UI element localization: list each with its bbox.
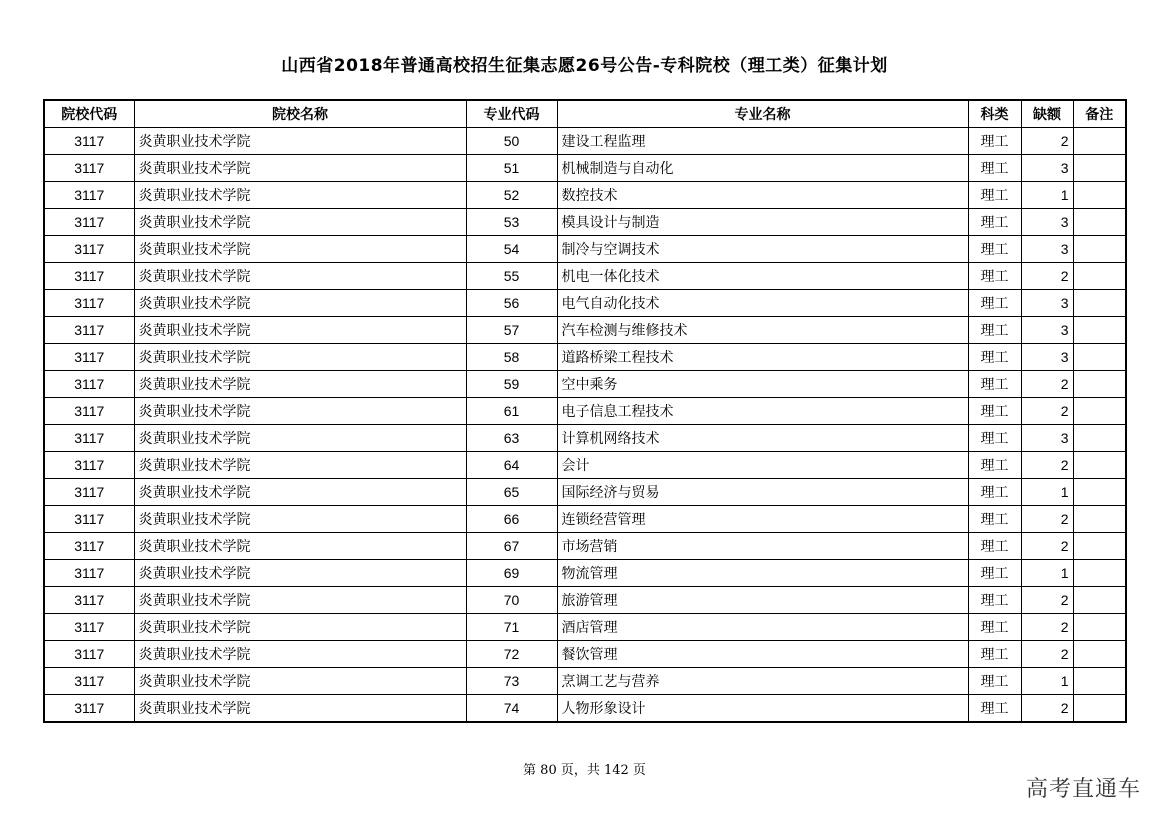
cell-category: 理工 — [968, 452, 1021, 479]
cell-note — [1073, 209, 1126, 236]
cell-note — [1073, 182, 1126, 209]
table-row — [44, 290, 1126, 317]
cell-quota: 2 — [1021, 587, 1073, 614]
cell-school-name: 炎黄职业技术学院 — [134, 452, 466, 479]
table-row — [44, 452, 1126, 479]
cell-category: 理工 — [968, 371, 1021, 398]
cell-school-name: 炎黄职业技术学院 — [134, 425, 466, 452]
cell-quota: 3 — [1021, 290, 1073, 317]
cell-category: 理工 — [968, 344, 1021, 371]
cell-major-name: 计算机网络技术 — [557, 425, 968, 452]
cell-school-name: 炎黄职业技术学院 — [134, 614, 466, 641]
table-row — [44, 263, 1126, 290]
cell-school-name: 炎黄职业技术学院 — [134, 155, 466, 182]
table-row — [44, 371, 1126, 398]
cell-school-code: 3117 — [44, 533, 134, 560]
table-row — [44, 398, 1126, 425]
cell-major-name: 建设工程监理 — [557, 128, 968, 155]
cell-quota: 1 — [1021, 479, 1073, 506]
cell-major-name: 物流管理 — [557, 560, 968, 587]
cell-major-name: 电气自动化技术 — [557, 290, 968, 317]
cell-note — [1073, 668, 1126, 695]
cell-quota: 2 — [1021, 533, 1073, 560]
cell-category: 理工 — [968, 209, 1021, 236]
cell-major-code: 70 — [466, 587, 557, 614]
cell-school-name: 炎黄职业技术学院 — [134, 128, 466, 155]
cell-quota: 2 — [1021, 506, 1073, 533]
table-row — [44, 641, 1126, 668]
cell-major-name: 旅游管理 — [557, 587, 968, 614]
table-row — [44, 317, 1126, 344]
cell-category: 理工 — [968, 587, 1021, 614]
cell-category: 理工 — [968, 398, 1021, 425]
cell-note — [1073, 344, 1126, 371]
table-row — [44, 344, 1126, 371]
cell-note — [1073, 479, 1126, 506]
cell-school-name: 炎黄职业技术学院 — [134, 182, 466, 209]
cell-major-name: 餐饮管理 — [557, 641, 968, 668]
cell-quota: 2 — [1021, 695, 1073, 723]
cell-major-code: 64 — [466, 452, 557, 479]
header-note: 备注 — [1073, 100, 1126, 128]
cell-major-code: 73 — [466, 668, 557, 695]
cell-note — [1073, 506, 1126, 533]
table-row — [44, 236, 1126, 263]
cell-school-code: 3117 — [44, 182, 134, 209]
table-row — [44, 479, 1126, 506]
cell-school-code: 3117 — [44, 209, 134, 236]
cell-major-code: 54 — [466, 236, 557, 263]
cell-school-name: 炎黄职业技术学院 — [134, 371, 466, 398]
table-row — [44, 668, 1126, 695]
cell-major-code: 72 — [466, 641, 557, 668]
cell-category: 理工 — [968, 533, 1021, 560]
cell-category: 理工 — [968, 155, 1021, 182]
cell-note — [1073, 128, 1126, 155]
cell-quota: 2 — [1021, 614, 1073, 641]
cell-school-code: 3117 — [44, 452, 134, 479]
cell-major-name: 人物形象设计 — [557, 695, 968, 723]
table-row — [44, 533, 1126, 560]
cell-major-name: 会计 — [557, 452, 968, 479]
cell-school-name: 炎黄职业技术学院 — [134, 344, 466, 371]
cell-school-name: 炎黄职业技术学院 — [134, 506, 466, 533]
watermark-text: 高考直通车 — [1025, 777, 1141, 802]
cell-school-name: 炎黄职业技术学院 — [134, 587, 466, 614]
cell-major-name: 烹调工艺与营养 — [557, 668, 968, 695]
cell-major-name: 市场营销 — [557, 533, 968, 560]
table-row — [44, 155, 1126, 182]
cell-school-code: 3117 — [44, 236, 134, 263]
cell-note — [1073, 695, 1126, 723]
cell-school-code: 3117 — [44, 290, 134, 317]
cell-school-code: 3117 — [44, 425, 134, 452]
cell-major-name: 酒店管理 — [557, 614, 968, 641]
table-row — [44, 182, 1126, 209]
cell-category: 理工 — [968, 641, 1021, 668]
cell-school-code: 3117 — [44, 344, 134, 371]
cell-quota: 2 — [1021, 128, 1073, 155]
cell-school-code: 3117 — [44, 263, 134, 290]
cell-quota: 2 — [1021, 452, 1073, 479]
cell-major-code: 56 — [466, 290, 557, 317]
cell-school-name: 炎黄职业技术学院 — [134, 479, 466, 506]
cell-note — [1073, 371, 1126, 398]
cell-major-code: 66 — [466, 506, 557, 533]
cell-school-name: 炎黄职业技术学院 — [134, 695, 466, 723]
document-title: 山西省2018年普通高校招生征集志愿26号公告-专科院校（理工类）征集计划 — [281, 56, 888, 76]
table-header-row — [44, 100, 1126, 128]
cell-major-code: 55 — [466, 263, 557, 290]
cell-category: 理工 — [968, 290, 1021, 317]
table-row — [44, 425, 1126, 452]
cell-major-name: 连锁经营管理 — [557, 506, 968, 533]
cell-note — [1073, 425, 1126, 452]
cell-quota: 1 — [1021, 560, 1073, 587]
header-category: 科类 — [968, 100, 1021, 128]
cell-major-name: 道路桥梁工程技术 — [557, 344, 968, 371]
cell-note — [1073, 560, 1126, 587]
cell-school-name: 炎黄职业技术学院 — [134, 263, 466, 290]
cell-school-code: 3117 — [44, 641, 134, 668]
cell-note — [1073, 614, 1126, 641]
cell-major-code: 65 — [466, 479, 557, 506]
cell-quota: 1 — [1021, 182, 1073, 209]
header-school-name: 院校名称 — [134, 100, 466, 128]
cell-major-code: 58 — [466, 344, 557, 371]
cell-school-code: 3117 — [44, 479, 134, 506]
cell-category: 理工 — [968, 614, 1021, 641]
enrollment-plan-table — [43, 99, 1127, 723]
table-row — [44, 587, 1126, 614]
cell-quota: 2 — [1021, 398, 1073, 425]
cell-major-name: 数控技术 — [557, 182, 968, 209]
table-row — [44, 209, 1126, 236]
cell-category: 理工 — [968, 128, 1021, 155]
cell-school-name: 炎黄职业技术学院 — [134, 560, 466, 587]
cell-school-name: 炎黄职业技术学院 — [134, 209, 466, 236]
page-number: 第 80 页，共 142 页 — [523, 763, 646, 778]
cell-school-code: 3117 — [44, 560, 134, 587]
cell-school-name: 炎黄职业技术学院 — [134, 317, 466, 344]
cell-note — [1073, 641, 1126, 668]
cell-major-code: 61 — [466, 398, 557, 425]
table-row — [44, 128, 1126, 155]
cell-quota: 3 — [1021, 209, 1073, 236]
cell-major-code: 59 — [466, 371, 557, 398]
cell-note — [1073, 533, 1126, 560]
cell-major-name: 空中乘务 — [557, 371, 968, 398]
cell-major-code: 74 — [466, 695, 557, 723]
cell-note — [1073, 587, 1126, 614]
cell-category: 理工 — [968, 317, 1021, 344]
table-row — [44, 560, 1126, 587]
header-major-code: 专业代码 — [466, 100, 557, 128]
cell-major-name: 模具设计与制造 — [557, 209, 968, 236]
cell-category: 理工 — [968, 479, 1021, 506]
cell-quota: 3 — [1021, 317, 1073, 344]
cell-school-name: 炎黄职业技术学院 — [134, 668, 466, 695]
cell-note — [1073, 290, 1126, 317]
header-quota: 缺额 — [1021, 100, 1073, 128]
cell-major-name: 制冷与空调技术 — [557, 236, 968, 263]
cell-major-code: 51 — [466, 155, 557, 182]
cell-major-code: 50 — [466, 128, 557, 155]
cell-school-code: 3117 — [44, 317, 134, 344]
cell-school-name: 炎黄职业技术学院 — [134, 290, 466, 317]
cell-school-code: 3117 — [44, 398, 134, 425]
cell-note — [1073, 155, 1126, 182]
cell-category: 理工 — [968, 236, 1021, 263]
cell-school-code: 3117 — [44, 695, 134, 723]
cell-note — [1073, 398, 1126, 425]
cell-quota: 2 — [1021, 641, 1073, 668]
cell-major-code: 53 — [466, 209, 557, 236]
cell-major-name: 机电一体化技术 — [557, 263, 968, 290]
cell-school-name: 炎黄职业技术学院 — [134, 398, 466, 425]
cell-school-code: 3117 — [44, 587, 134, 614]
cell-quota: 2 — [1021, 371, 1073, 398]
cell-note — [1073, 236, 1126, 263]
header-school-code: 院校代码 — [44, 100, 134, 128]
table-row — [44, 506, 1126, 533]
cell-major-name: 电子信息工程技术 — [557, 398, 968, 425]
cell-quota: 3 — [1021, 155, 1073, 182]
cell-quota: 2 — [1021, 263, 1073, 290]
cell-quota: 3 — [1021, 236, 1073, 263]
cell-quota: 1 — [1021, 668, 1073, 695]
cell-school-name: 炎黄职业技术学院 — [134, 641, 466, 668]
cell-school-code: 3117 — [44, 371, 134, 398]
cell-note — [1073, 263, 1126, 290]
cell-major-code: 57 — [466, 317, 557, 344]
cell-quota: 3 — [1021, 425, 1073, 452]
cell-school-code: 3117 — [44, 506, 134, 533]
cell-category: 理工 — [968, 668, 1021, 695]
cell-category: 理工 — [968, 506, 1021, 533]
cell-school-code: 3117 — [44, 155, 134, 182]
table-body — [44, 128, 1126, 723]
cell-note — [1073, 452, 1126, 479]
cell-major-code: 52 — [466, 182, 557, 209]
cell-category: 理工 — [968, 263, 1021, 290]
cell-note — [1073, 317, 1126, 344]
cell-major-name: 汽车检测与维修技术 — [557, 317, 968, 344]
cell-school-name: 炎黄职业技术学院 — [134, 533, 466, 560]
cell-major-code: 67 — [466, 533, 557, 560]
cell-category: 理工 — [968, 560, 1021, 587]
cell-school-code: 3117 — [44, 614, 134, 641]
table-row — [44, 614, 1126, 641]
cell-major-name: 机械制造与自动化 — [557, 155, 968, 182]
header-major-name: 专业名称 — [557, 100, 968, 128]
cell-category: 理工 — [968, 695, 1021, 723]
cell-school-code: 3117 — [44, 128, 134, 155]
cell-school-code: 3117 — [44, 668, 134, 695]
cell-major-name: 国际经济与贸易 — [557, 479, 968, 506]
cell-major-code: 69 — [466, 560, 557, 587]
table-row — [44, 695, 1126, 723]
cell-major-code: 71 — [466, 614, 557, 641]
cell-major-code: 63 — [466, 425, 557, 452]
cell-school-name: 炎黄职业技术学院 — [134, 236, 466, 263]
cell-quota: 3 — [1021, 344, 1073, 371]
cell-category: 理工 — [968, 182, 1021, 209]
cell-category: 理工 — [968, 425, 1021, 452]
